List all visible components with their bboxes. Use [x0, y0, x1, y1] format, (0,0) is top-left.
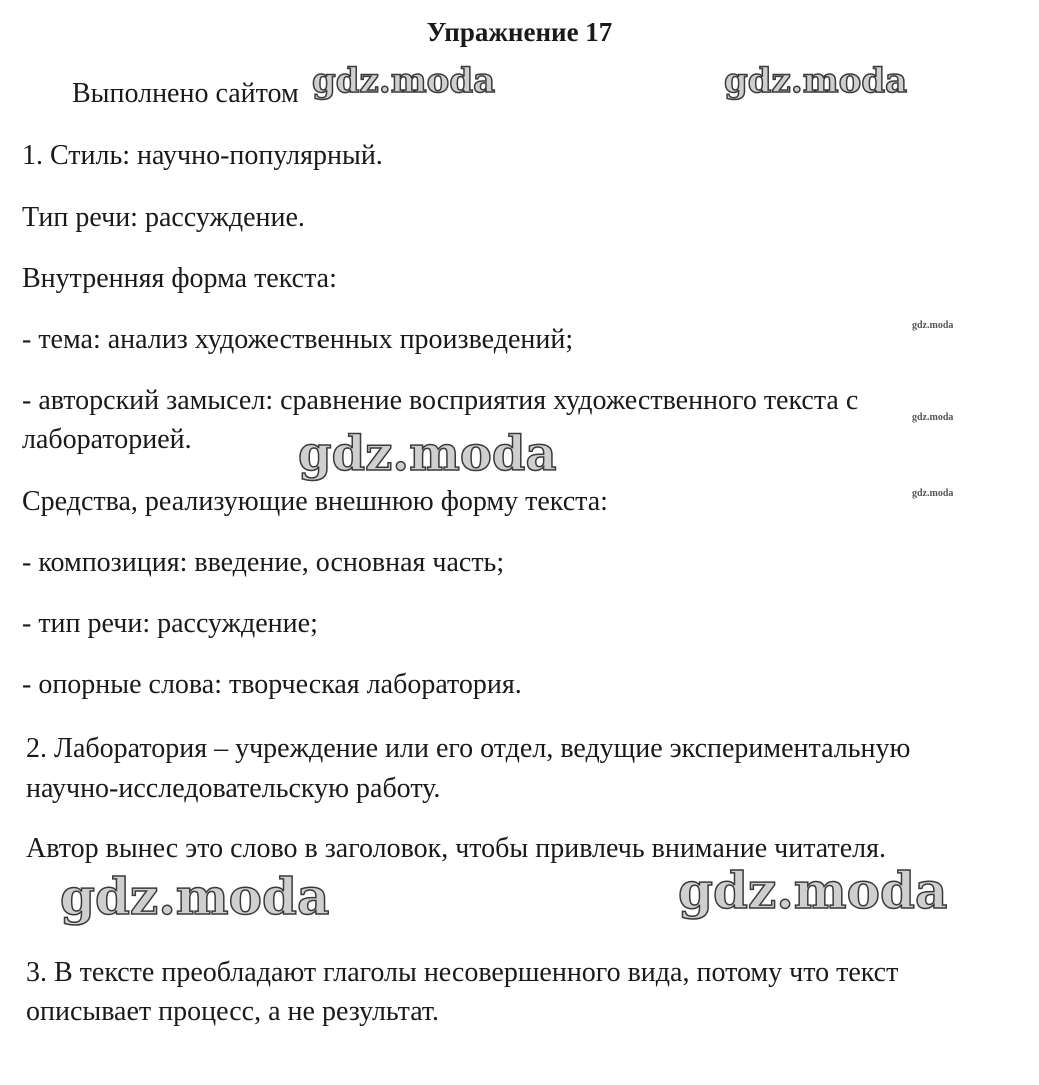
author-intent-item-cont: лабораторией.: [22, 424, 192, 455]
watermark-logo: gdz.moda: [678, 861, 948, 920]
outer-form-heading: Средства, реализующие внешнюю форму текста:: [22, 486, 608, 517]
inner-form-heading: Внутренняя форма текста:: [22, 263, 337, 294]
speech-type-item: - тип речи: рассуждение;: [22, 608, 318, 639]
theme-item: - тема: анализ художественных произведений;: [22, 324, 574, 355]
watermark-small: gdz.moda: [912, 320, 954, 331]
answer-1-style: 1. Стиль: научно-популярный.: [22, 140, 383, 171]
intro-text: Выполнено сайтом: [72, 78, 299, 109]
watermark-logo: gdz.moda: [312, 61, 496, 101]
watermark-logo: gdz.moda: [298, 426, 557, 482]
keywords-item: - опорные слова: творческая лаборатория.: [22, 669, 522, 700]
answer-3-text-cont: описывает процесс, а не результат.: [26, 996, 440, 1027]
watermark-logo: gdz.moda: [724, 61, 908, 101]
answer-3-text: 3. В тексте преобладают глаголы несовершенного вида, потому что текст: [26, 957, 899, 988]
answer-2-definition: 2. Лаборатория – учреждение или его отдел, ведущие экспериментальную: [26, 733, 911, 764]
composition-item: - композиция: введение, основная часть;: [22, 547, 505, 578]
page-title: Упражнение 17: [426, 17, 613, 47]
watermark-small: gdz.moda: [912, 488, 954, 499]
answer-2-definition-cont: научно-исследовательскую работу.: [26, 773, 441, 804]
watermark-small: gdz.moda: [912, 412, 954, 423]
answer-2-explanation: Автор вынес это слово в заголовок, чтобы привлечь внимание читателя.: [26, 833, 887, 864]
author-intent-item: - авторский замысел: сравнение восприятия художественного текста с: [22, 385, 859, 416]
watermark-logo: gdz.moda: [60, 867, 330, 926]
speech-type: Тип речи: рассуждение.: [22, 202, 305, 233]
